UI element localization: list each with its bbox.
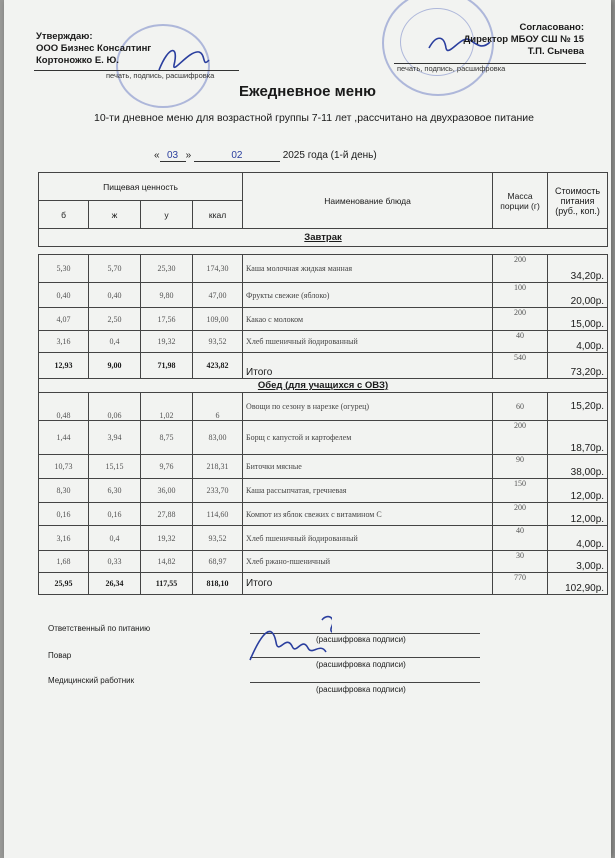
cell-mass: 100 (493, 283, 548, 308)
cell-mass: 90 (493, 455, 548, 479)
footer-hint-2: (расшифровка подписи) (316, 660, 406, 669)
cell-kcal: 93,52 (193, 331, 243, 353)
cell-fat: 0,4 (89, 331, 141, 353)
cell-cost: 15,20р. (548, 393, 608, 421)
cell-carbs: 14,82 (141, 551, 193, 573)
cell-kcal: 218,31 (193, 455, 243, 479)
cell-kcal: 233,70 (193, 479, 243, 503)
cell-carbs: 36,00 (141, 479, 193, 503)
cell-fat: 0,4 (89, 526, 141, 551)
cell-fat: 0,40 (89, 283, 141, 308)
total-cost: 102,90р. (548, 573, 608, 595)
total-mass: 540 (493, 353, 548, 379)
cell-dish: Борщ с капустой и картофелем (243, 421, 493, 455)
total-label: Итого (243, 353, 493, 379)
cell-carbs: 8,75 (141, 421, 193, 455)
cell-dish: Хлеб ржано-пшеничный (243, 551, 493, 573)
agreement-hint: печать, подпись, расшифровка (397, 64, 506, 73)
total-carbs: 117,55 (141, 573, 193, 595)
cell-dish: Биточки мясные (243, 455, 493, 479)
cell-cost: 12,00р. (548, 479, 608, 503)
cell-protein: 1,68 (39, 551, 89, 573)
cell-mass: 30 (493, 551, 548, 573)
total-fat: 26,34 (89, 573, 141, 595)
cell-protein: 1,44 (39, 421, 89, 455)
cell-carbs: 1,02 (141, 393, 193, 421)
cell-dish: Компот из яблок свежих с витамином С (243, 503, 493, 526)
cell-protein: 0,48 (39, 393, 89, 421)
date-rest: 2025 года (1-й день) (282, 150, 377, 161)
cell-carbs: 25,30 (141, 255, 193, 283)
cell-dish: Каша молочная жидкая манная (243, 255, 493, 283)
footer-cook: Повар (48, 651, 72, 660)
cell-cost: 3,00р. (548, 551, 608, 573)
section-title: Завтрак (39, 229, 608, 247)
date-month: 02 (194, 150, 280, 162)
cell-kcal: 109,00 (193, 308, 243, 331)
total-protein: 12,93 (39, 353, 89, 379)
approval-hint: печать, подпись, расшифровка (106, 71, 215, 80)
cell-protein: 10,73 (39, 455, 89, 479)
cell-kcal: 68,97 (193, 551, 243, 573)
cell-carbs: 19,32 (141, 526, 193, 551)
cell-cost: 20,00р. (548, 283, 608, 308)
fat-header: ж (89, 201, 141, 229)
cell-protein: 8,30 (39, 479, 89, 503)
date-day: 03 (160, 150, 186, 162)
cell-fat: 0,33 (89, 551, 141, 573)
cell-dish: Овощи по сезону в нарезке (огурец) (243, 393, 493, 421)
footer-hint-3: (расшифровка подписи) (316, 685, 406, 694)
cell-kcal: 174,30 (193, 255, 243, 283)
agreement-block (384, 22, 584, 58)
cell-mass: 200 (493, 421, 548, 455)
approval-block (36, 31, 236, 67)
total-protein: 25,95 (39, 573, 89, 595)
cell-carbs: 9,80 (141, 283, 193, 308)
cell-fat: 15,15 (89, 455, 141, 479)
cell-protein: 0,40 (39, 283, 89, 308)
cell-cost: 12,00р. (548, 503, 608, 526)
cell-mass: 200 (493, 503, 548, 526)
cell-fat: 0,06 (89, 393, 141, 421)
approval-caption: Утверждаю: (36, 31, 93, 42)
section-title: Обед (для учащихся с ОВЗ) (39, 379, 608, 393)
carbs-header: у (141, 201, 193, 229)
total-fat: 9,00 (89, 353, 141, 379)
cell-carbs: 17,56 (141, 308, 193, 331)
total-cost: 73,20р. (548, 353, 608, 379)
nutrition-header: Пищевая ценность (39, 173, 243, 201)
cell-protein: 0,16 (39, 503, 89, 526)
agreement-person: Т.П. Сычева (527, 46, 584, 57)
cell-protein: 3,16 (39, 526, 89, 551)
cell-carbs: 27,88 (141, 503, 193, 526)
cell-dish: Фрукты свежие (яблоко) (243, 283, 493, 308)
cell-fat: 6,30 (89, 479, 141, 503)
footer-responsible: Ответственный по питанию (48, 624, 151, 633)
cell-fat: 5,70 (89, 255, 141, 283)
approval-org: ООО Бизнес Консалтинг (36, 43, 152, 54)
protein-header: б (39, 201, 89, 229)
cell-kcal: 83,00 (193, 421, 243, 455)
cell-protein: 5,30 (39, 255, 89, 283)
kcal-header: ккал (193, 201, 243, 229)
cell-protein: 3,16 (39, 331, 89, 353)
dish-header: Наименование блюда (243, 173, 493, 229)
approval-person: Кортоножко Е. Ю. (36, 55, 119, 66)
cell-kcal: 114,60 (193, 503, 243, 526)
footer-hint-1: (расшифровка подписи) (316, 635, 406, 644)
page-title: Ежедневное меню (239, 83, 376, 100)
cell-dish: Какао с молоком (243, 308, 493, 331)
cell-kcal: 47,00 (193, 283, 243, 308)
mass-header: Масса порции (г) (493, 173, 548, 229)
cell-mass: 40 (493, 331, 548, 353)
cell-carbs: 19,32 (141, 331, 193, 353)
cell-kcal: 6 (193, 393, 243, 421)
total-mass: 770 (493, 573, 548, 595)
total-carbs: 71,98 (141, 353, 193, 379)
cell-dish: Хлеб пшеничный йодированный (243, 526, 493, 551)
cell-cost: 18,70р. (548, 421, 608, 455)
page-subtitle: 10-ти дневное меню для возрастной группы 7-11 лет ,рассчитано на двухразовое питание (94, 112, 534, 124)
agreement-org: Директор МБОУ СШ № 15 (463, 34, 584, 45)
cell-protein: 4,07 (39, 308, 89, 331)
signature-bottom (242, 612, 332, 674)
cell-dish: Каша рассыпчатая, гречневая (243, 479, 493, 503)
cell-mass: 200 (493, 255, 548, 283)
menu-date: « 03 » 02 2025 года (1-й день) (154, 150, 377, 161)
cell-mass: 200 (493, 308, 548, 331)
cell-cost: 38,00р. (548, 455, 608, 479)
cell-fat: 2,50 (89, 308, 141, 331)
cell-cost: 4,00р. (548, 526, 608, 551)
agreement-caption: Согласовано: (519, 22, 584, 33)
cell-carbs: 9,76 (141, 455, 193, 479)
total-kcal: 818,10 (193, 573, 243, 595)
cell-dish: Хлеб пшеничный йодированный (243, 331, 493, 353)
cell-fat: 0,16 (89, 503, 141, 526)
total-kcal: 423,82 (193, 353, 243, 379)
cell-cost: 15,00р. (548, 308, 608, 331)
cost-header: Стоимость питания (руб., коп.) (548, 173, 608, 229)
cell-cost: 34,20р. (548, 255, 608, 283)
cell-mass: 150 (493, 479, 548, 503)
cell-cost: 4,00р. (548, 331, 608, 353)
cell-mass: 40 (493, 526, 548, 551)
document-page (4, 0, 611, 858)
cell-mass: 60 (493, 393, 548, 421)
total-label: Итого (243, 573, 493, 595)
footer-medic: Медицинский работник (48, 676, 135, 685)
menu-table (38, 172, 608, 595)
cell-fat: 3,94 (89, 421, 141, 455)
cell-kcal: 93,52 (193, 526, 243, 551)
